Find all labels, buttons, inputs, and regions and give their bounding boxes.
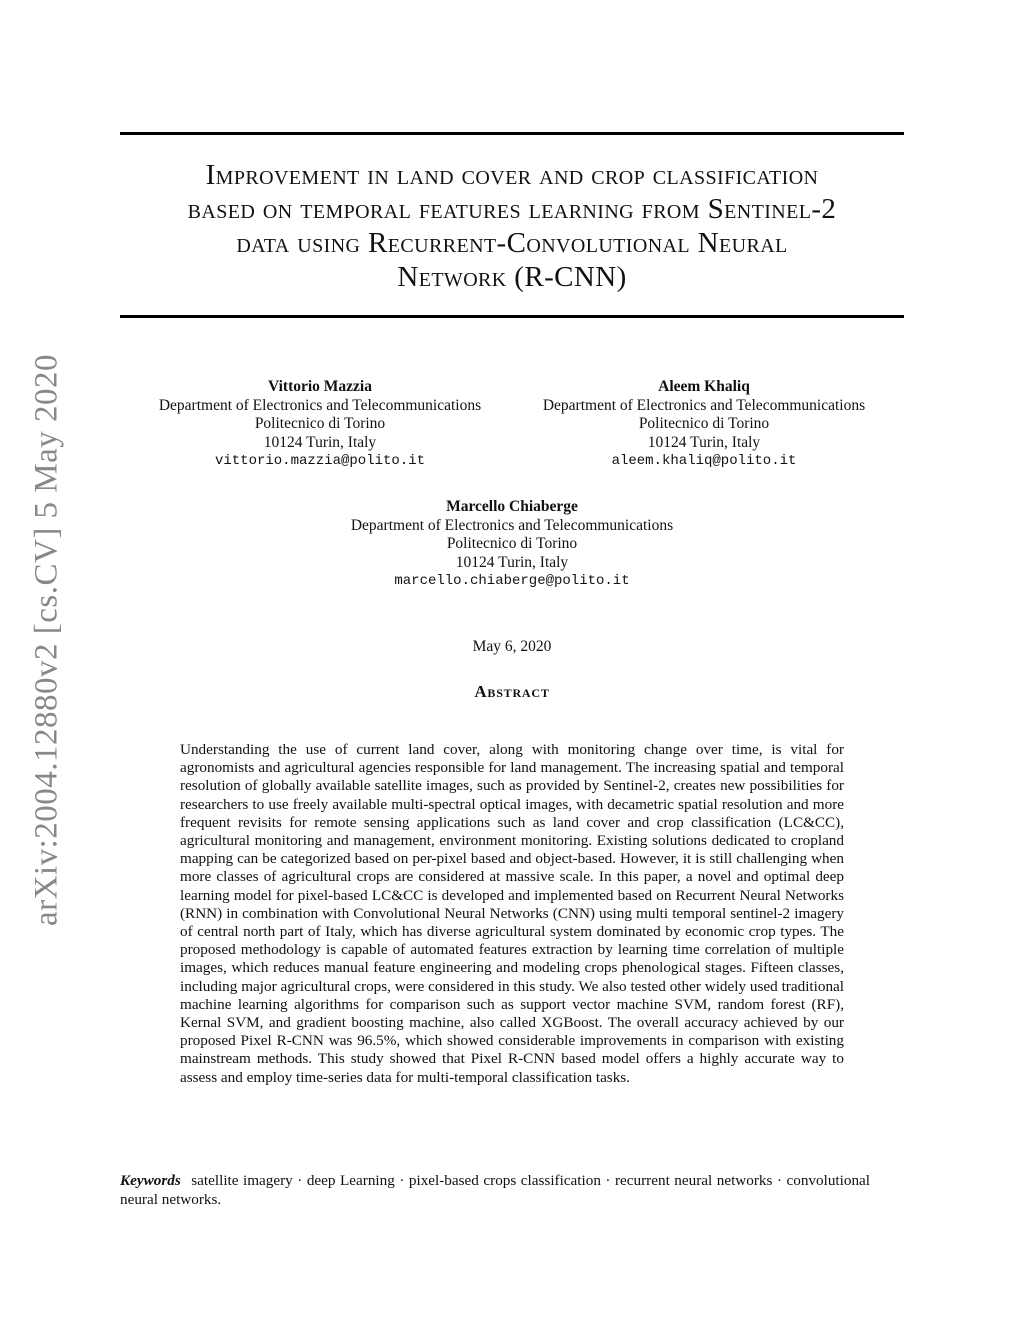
publication-date: May 6, 2020 [472, 638, 552, 655]
author-institution: Politecnico di Torino [446, 535, 578, 552]
author-block [514, 378, 894, 471]
abstract-body: Understanding the use of current land cover, along with monitoring change over time, is vital for agronomists and agricultural agencies responsible for land management. The increasing spatial and temporal resolution of globally available satellite images, such as provided by Sentinel-2, creates new possibilities for researchers to use freely available multi-spectral optical images, with decametric spatial resolution and more frequent revisits for remote sensing applications such as land cover and crop classification (LC&CC), agricultural monitoring and management, environment monitoring. Existing solutions dedicated to cropland mapping can be categorized based on per-pixel based and object-based. However, it is still challenging when more classes of agricultural crops are considered at massive scale. In this paper, a novel and optimal deep learning model for pixel-based LC&CC is developed and implemented based on Recurrent Neural Networks (RNN) in combination with Convolutional Neural Networks (CNN) using multi temporal sentinel-2 imagery of central north part of Italy, which has diverse agricultural system dominated by economic crop types. The proposed methodology is capable of automated features extraction by learning time correlation of multiple images, which reduces manual feature engineering and modeling crops phenological stages. Fifteen classes, including major agricultural crops, were considered in this study. We also tested other widely used traditional machine learning algorithms for comparison such as support vector machine SVM, random forest (RF), Kernal SVM, and gradient boosting machine, also called XGBoost. The overall accuracy achieved by our proposed Pixel R-CNN was 96.5%, which showed considerable improvements in comparison with existing mainstream methods. This study showed that Pixel R-CNN based model offers a highly accurate way to assess and employ time-series data for multi-temporal classification tasks. [180, 741, 844, 1086]
title-line: based on temporal features learning from Sentinel-2 [187, 193, 837, 225]
title-rule-bottom [120, 315, 904, 318]
author-block [312, 498, 712, 591]
title-line: Improvement in land cover and crop classification [205, 159, 819, 191]
author-name: Marcello Chiaberge [446, 498, 578, 515]
author-address: 10124 Turin, Italy [263, 433, 377, 451]
keywords-label: Keywords [120, 1172, 181, 1189]
title-line: Network (R-CNN) [397, 261, 627, 293]
paper-title [120, 158, 904, 294]
keywords-text: satellite imagery · deep Learning · pixel-based crops classification · recurrent neural networks · convolutional neural networks. [120, 1172, 871, 1208]
arxiv-identifier: arXiv:2004.12880v2 [cs.CV] 5 May 2020 [28, 353, 65, 927]
title-rule-top [120, 132, 904, 135]
author-institution: Politecnico di Torino [254, 415, 386, 432]
author-department: Department of Electronics and Telecommunications [158, 396, 482, 414]
title-line: data using Recurrent-Convolutional Neural [236, 227, 788, 259]
author-email[interactable]: vittorio.mazzia@polito.it [214, 453, 426, 469]
author-email[interactable]: marcello.chiaberge@polito.it [394, 573, 630, 589]
author-department: Department of Electronics and Telecommunications [542, 396, 866, 414]
keywords [120, 1172, 870, 1209]
author-name: Vittorio Mazzia [267, 378, 372, 395]
author-department: Department of Electronics and Telecommunications [350, 516, 674, 534]
author-institution: Politecnico di Torino [638, 415, 770, 432]
author-address: 10124 Turin, Italy [455, 553, 569, 571]
author-address: 10124 Turin, Italy [647, 433, 761, 451]
author-name: Aleem Khaliq [658, 378, 750, 395]
abstract-heading: Abstract [474, 682, 550, 701]
author-block [130, 378, 510, 471]
author-email[interactable]: aleem.khaliq@polito.it [611, 453, 797, 469]
